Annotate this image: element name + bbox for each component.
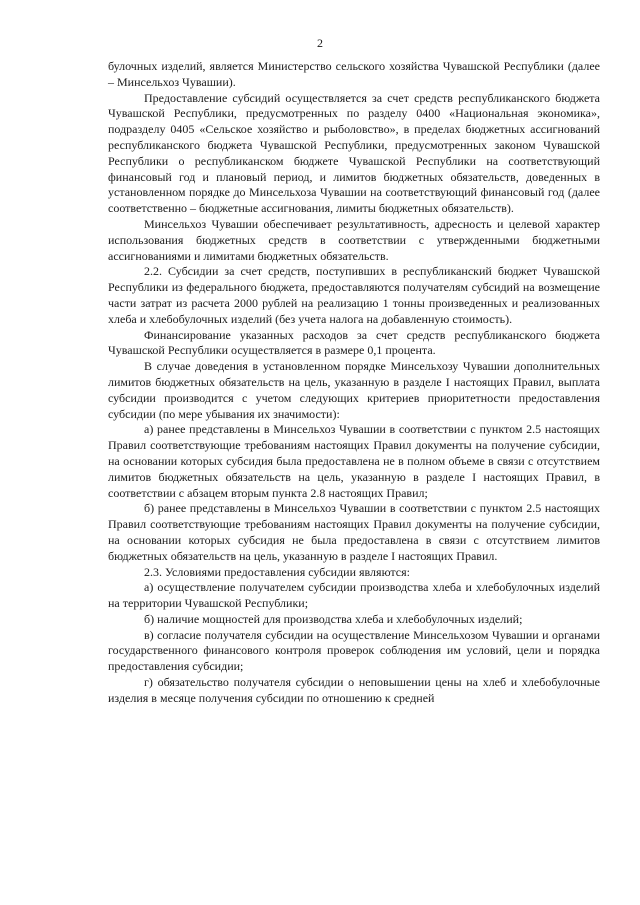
condition-v: в) согласие получателя субсидии на осуществление Минсельхозом Чувашии и органами государственного финансового контроля проверок соблюдения им условий, цели и порядка предоставления субсидии; (108, 627, 600, 674)
paragraph-financing-share: Финансирование указанных расходов за счет средств республиканского бюджета Чувашской Республики осуществляется в размере 0,1 процента. (108, 327, 600, 358)
paragraph-effectiveness: Минсельхоз Чувашии обеспечивает результативность, адресность и целевой характер использования бюджетных средств в соответствии с утвержденными бюджетными ассигнованиями и лимитами бюджетных обязательств. (108, 216, 600, 263)
paragraph-additional-limits: В случае доведения в установленном порядке Минсельхозу Чувашии дополнительных лимитов бюджетных обязательств на цель, указанную в разделе I настоящих Правил, выплата субсидии производится с учетом следующих критериев приоритетности предоставления субсидии (по мере убывания их значимости): (108, 359, 600, 421)
paragraph-continuation: булочных изделий, является Министерство сельского хозяйства Чувашской Республики (далее – Минсельхоз Чувашии). (108, 59, 600, 89)
paragraph-funding-source: Предоставление субсидий осуществляется за счет средств республиканского бюджета Чувашской Республики, предусмотренных по разделу 0400 «Национальная экономика», подразделу 0405 «Сельское хозяйство и рыболовство», в пределах бюджетных ассигнований республиканского бюджета Чувашской Республики, предусмотренных законом Чувашской Республики о республиканском бюджете Чувашской Республики на соответствующий финансовый год и плановый период, и лимитов бюджетных обязательств, доведенных в установленном порядке до Минсельхоза Чувашии на соответствующий финансовый год (далее соответственно – бюджетные ассигнования, лимиты бюджетных обязательств). (108, 90, 600, 216)
condition-a: а) осуществление получателем субсидии производства хлеба и хлебобулочных изделий на территории Чувашской Республики; (108, 580, 600, 611)
paragraph-2-3-heading: 2.3. Условиями предоставления субсидии являются: (144, 564, 410, 579)
criterion-a: а) ранее представлены в Минсельхоз Чувашии в соответствии с пунктом 2.5 настоящих Правил соответствующие требованиям настоящих Правил документы на получение субсидии, на основании которых субсидия была предоставлена не в полном объеме в связи с отсутствием лимитов бюджетных обязательств на цель, указанную в разделе I настоящих Правил, в соответствии с абзацем вторым пункта 2.8 настоящих Правил; (108, 422, 600, 500)
page-number: 2 (317, 36, 323, 50)
criterion-b: б) ранее представлены в Минсельхоз Чувашии в соответствии с пунктом 2.5 настоящих Правил соответствующие требованиям настоящих Правил документы на получение субсидии, на основании которых субсидия не была предоставлена в связи с отсутствием лимитов бюджетных обязательств на цель, указанную в разделе I настоящих Правил. (108, 501, 600, 563)
condition-g: г) обязательство получателя субсидии о неповышении цены на хлеб и хлебобулочные изделия в месяце получения субсидии по отношению к средней (108, 675, 600, 705)
document-body (108, 59, 600, 707)
paragraph-2-2: 2.2. Субсидии за счет средств, поступивших в республиканский бюджет Чувашской Республики из федерального бюджета, предоставляются получателям субсидий на возмещение части затрат из расчета 2000 рублей на реализацию 1 тонны произведенных и реализованных хлеба и хлебобулочных изделий (без учета налога на добавленную стоимость). (108, 264, 600, 326)
condition-b: б) наличие мощностей для производства хлеба и хлебобулочных изделий; (144, 611, 523, 626)
